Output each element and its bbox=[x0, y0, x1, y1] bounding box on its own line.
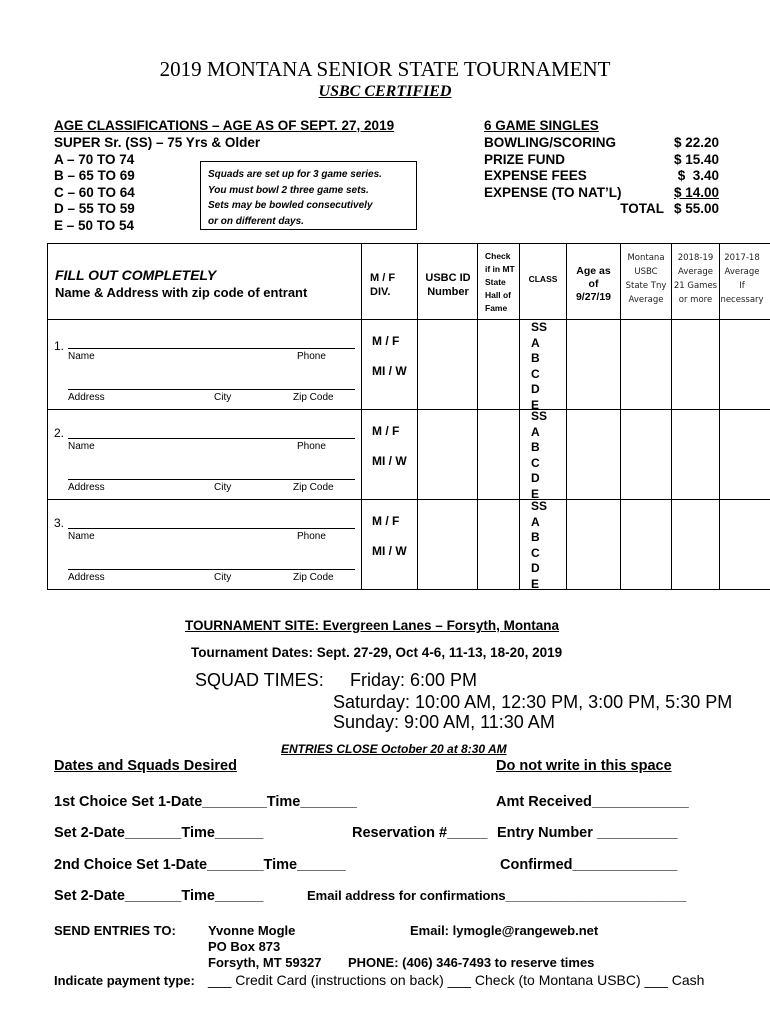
col-header-class: CLASS bbox=[528, 274, 558, 284]
col-header-hof-line: Check bbox=[485, 251, 511, 261]
class-option[interactable]: E bbox=[531, 486, 540, 501]
class-options bbox=[531, 320, 547, 413]
address-label: Address bbox=[68, 482, 105, 493]
col-header-hof-line: Fame bbox=[485, 303, 508, 313]
class-options bbox=[531, 409, 547, 502]
col-header-1819-line: 21 Games bbox=[673, 281, 718, 291]
phone-label: Phone bbox=[297, 351, 326, 362]
class-option[interactable]: A bbox=[531, 335, 540, 350]
col-header-usbc-line: USBC ID bbox=[425, 272, 471, 284]
name-label: Name bbox=[68, 441, 95, 452]
col-header-1819-average bbox=[672, 251, 719, 307]
gender-option[interactable]: M / F bbox=[372, 334, 400, 348]
col-header-mf bbox=[370, 271, 395, 299]
fee-amount: $ 3.40 bbox=[677, 168, 719, 183]
tournament-dates: Tournament Dates: Sept. 27-29, Oct 4-6, 11-13, 18-20, 2019 bbox=[191, 645, 563, 660]
class-option[interactable]: D bbox=[531, 471, 540, 485]
col-header-age bbox=[567, 265, 620, 304]
city-label: City bbox=[214, 482, 232, 493]
phone-label: Phone bbox=[297, 441, 326, 452]
col-header-1819-line: 2018-19 bbox=[677, 253, 714, 263]
confirmed-field: Confirmed_____________ bbox=[500, 857, 678, 873]
col-header-age-line: of bbox=[588, 278, 599, 290]
fee-amount: $ 14.00 bbox=[673, 184, 719, 200]
zip-label: Zip Code bbox=[293, 482, 334, 493]
col-header-mf-line: M / F bbox=[370, 272, 396, 284]
fees-list bbox=[484, 135, 719, 218]
col-header-1718-line: If bbox=[739, 281, 745, 291]
fee-total-label: TOTAL bbox=[620, 201, 664, 216]
entry-number-field: Entry Number __________ bbox=[497, 825, 678, 841]
col-header-1718-line: necessary bbox=[720, 295, 764, 305]
name-line[interactable] bbox=[68, 348, 355, 349]
reservation-field: Reservation #_____ bbox=[352, 825, 488, 841]
division-option[interactable]: MI / W bbox=[372, 364, 407, 378]
send-city: Forsyth, MT 59327 bbox=[208, 955, 322, 970]
col-header-mt-line: Average bbox=[628, 295, 664, 305]
name-line[interactable] bbox=[68, 528, 355, 529]
col-header-hof-line: if in MT bbox=[485, 264, 515, 274]
amt-received-field: Amt Received____________ bbox=[496, 794, 689, 810]
fee-label: BOWLING/SCORING bbox=[484, 135, 616, 150]
phone-label: Phone bbox=[297, 531, 326, 542]
tournament-site: TOURNAMENT SITE: Evergreen Lanes – Forsyth, Montana bbox=[185, 618, 560, 633]
send-email: Email: lymogle@rangeweb.net bbox=[410, 923, 599, 938]
squad-note-line: Squads are set up for 3 game series. bbox=[208, 169, 382, 180]
second-choice-set1-field[interactable]: 2nd Choice Set 1-Date_______Time______ bbox=[54, 857, 346, 873]
gender-option[interactable]: M / F bbox=[372, 514, 400, 528]
fill-out-subtitle: Name & Address with zip code of entrant bbox=[55, 285, 308, 300]
dates-squads-heading: Dates and Squads Desired bbox=[54, 758, 237, 774]
class-option[interactable]: SS bbox=[531, 499, 548, 513]
page-title: 2019 MONTANA SENIOR STATE TOURNAMENT bbox=[159, 57, 611, 81]
class-option[interactable]: B bbox=[531, 351, 540, 365]
division-option[interactable]: MI / W bbox=[372, 544, 407, 558]
col-header-mt-line: State Tny bbox=[625, 281, 667, 291]
row-number: 2. bbox=[54, 426, 65, 440]
address-line[interactable] bbox=[68, 389, 355, 390]
city-label: City bbox=[214, 392, 232, 403]
col-header-usbc bbox=[421, 271, 475, 299]
office-use-heading: Do not write in this space bbox=[496, 758, 672, 774]
col-header-1819-line: or more bbox=[678, 295, 713, 305]
name-label: Name bbox=[68, 531, 95, 542]
col-header-1718-average bbox=[720, 251, 764, 307]
fee-label: EXPENSE (TO NAT’L) bbox=[484, 184, 622, 200]
class-option[interactable]: B bbox=[531, 530, 540, 544]
class-options bbox=[531, 499, 547, 592]
send-name: Yvonne Mogle bbox=[208, 923, 296, 938]
col-header-mt-average bbox=[621, 251, 671, 307]
address-label: Address bbox=[68, 572, 105, 583]
fee-amount: $ 15.40 bbox=[673, 151, 719, 167]
fee-row bbox=[484, 168, 719, 185]
fee-row bbox=[484, 152, 719, 169]
fee-total-row bbox=[484, 201, 719, 218]
class-option[interactable]: SS bbox=[531, 409, 548, 423]
squad-note-line: or on different days. bbox=[208, 215, 304, 227]
payment-type-options[interactable]: ___ Credit Card (instructions on back) ___ Check (to Montana USBC) ___ Cash bbox=[208, 972, 705, 988]
gender-option[interactable]: M / F bbox=[372, 424, 400, 438]
address-line[interactable] bbox=[68, 569, 355, 570]
class-option[interactable]: C bbox=[531, 545, 540, 560]
col-header-hof-line: Hall of bbox=[485, 290, 511, 300]
age-class-item: A – 70 TO 74 bbox=[54, 151, 135, 167]
squad-note-line: Sets may be bowled consecutively bbox=[208, 200, 373, 211]
zip-label: Zip Code bbox=[293, 392, 334, 403]
send-po-box: PO Box 873 bbox=[208, 939, 281, 954]
age-class-item: C – 60 TO 64 bbox=[54, 184, 135, 200]
send-entries-label: SEND ENTRIES TO: bbox=[54, 923, 176, 938]
class-option[interactable]: B bbox=[531, 440, 540, 454]
squad-times-label: SQUAD TIMES: bbox=[195, 670, 324, 690]
send-address bbox=[208, 923, 321, 971]
age-class-item: D – 55 TO 59 bbox=[54, 201, 135, 216]
col-header-1819-line: Average bbox=[678, 267, 713, 277]
fee-row bbox=[484, 185, 719, 202]
col-header-mt-line: USBC bbox=[634, 267, 658, 277]
col-header-1718-line: Average bbox=[724, 267, 760, 277]
col-header-usbc-line: Number bbox=[427, 286, 469, 298]
row-number: 1. bbox=[54, 339, 65, 353]
name-line[interactable] bbox=[68, 438, 355, 439]
col-header-mf-line: DIV. bbox=[370, 286, 391, 298]
entries-close: ENTRIES CLOSE October 20 at 8:30 AM bbox=[281, 742, 507, 756]
class-option[interactable]: A bbox=[531, 514, 540, 529]
col-header-age-line: 9/27/19 bbox=[575, 291, 612, 303]
fees-heading: 6 GAME SINGLES bbox=[484, 118, 599, 133]
squad-times-friday: Friday: 6:00 PM bbox=[350, 670, 478, 690]
fee-row bbox=[484, 135, 719, 152]
class-option[interactable]: D bbox=[531, 561, 540, 575]
division-option[interactable]: MI / W bbox=[372, 454, 407, 468]
fee-label: PRIZE FUND bbox=[484, 151, 565, 167]
class-option[interactable]: E bbox=[531, 397, 540, 412]
fee-total-amount: $ 55.00 bbox=[673, 201, 719, 216]
class-option[interactable]: C bbox=[531, 455, 540, 470]
squad-note-box bbox=[200, 161, 417, 230]
age-class-item: E – 50 TO 54 bbox=[54, 217, 135, 233]
col-header-hof-line: State bbox=[485, 277, 506, 287]
col-header-1718-line: 2017-18 bbox=[724, 253, 760, 263]
city-label: City bbox=[214, 572, 232, 583]
age-class-item: SUPER Sr. (SS) – 75 Yrs & Older bbox=[54, 135, 261, 150]
page-subtitle: USBC CERTIFIED bbox=[318, 83, 452, 100]
fee-amount: $ 22.20 bbox=[673, 135, 719, 150]
squad-times-sunday: Sunday: 9:00 AM, 11:30 AM bbox=[333, 712, 555, 732]
fill-out-title: FILL OUT COMPLETELY bbox=[55, 267, 217, 283]
col-header-mt-line: Montana bbox=[627, 253, 665, 263]
address-label: Address bbox=[68, 392, 105, 403]
col-header-age-line: Age as bbox=[576, 265, 611, 277]
first-choice-set2-field[interactable]: Set 2-Date_______Time______ bbox=[54, 825, 264, 841]
send-phone: PHONE: (406) 346-7493 to reserve times bbox=[348, 955, 595, 970]
col-header-hof bbox=[485, 250, 515, 315]
class-option[interactable]: E bbox=[531, 576, 540, 591]
payment-type-label: Indicate payment type: bbox=[54, 973, 195, 988]
age-class-item: B – 65 TO 69 bbox=[54, 168, 135, 183]
squad-note-line: You must bowl 2 three game sets. bbox=[208, 184, 369, 196]
squad-times-saturday: Saturday: 10:00 AM, 12:30 PM, 3:00 PM, 5:30 PM bbox=[333, 692, 733, 712]
age-classifications-heading: AGE CLASSIFICATIONS – AGE AS OF SEPT. 27, 2019 bbox=[54, 118, 395, 133]
address-line[interactable] bbox=[68, 479, 355, 480]
class-option[interactable]: A bbox=[531, 424, 540, 439]
first-choice-set1-field[interactable]: 1st Choice Set 1-Date________Time_______ bbox=[54, 794, 357, 810]
class-option[interactable]: C bbox=[531, 366, 540, 381]
class-option[interactable]: SS bbox=[531, 320, 548, 334]
email-confirmation-field[interactable]: Email address for confirmations_________________________ bbox=[307, 888, 687, 903]
class-option[interactable]: D bbox=[531, 382, 540, 396]
second-choice-set2-field[interactable]: Set 2-Date_______Time______ bbox=[54, 888, 264, 904]
row-number: 3. bbox=[54, 516, 65, 530]
name-label: Name bbox=[68, 351, 95, 362]
fee-label: EXPENSE FEES bbox=[484, 168, 587, 183]
zip-label: Zip Code bbox=[293, 572, 334, 583]
